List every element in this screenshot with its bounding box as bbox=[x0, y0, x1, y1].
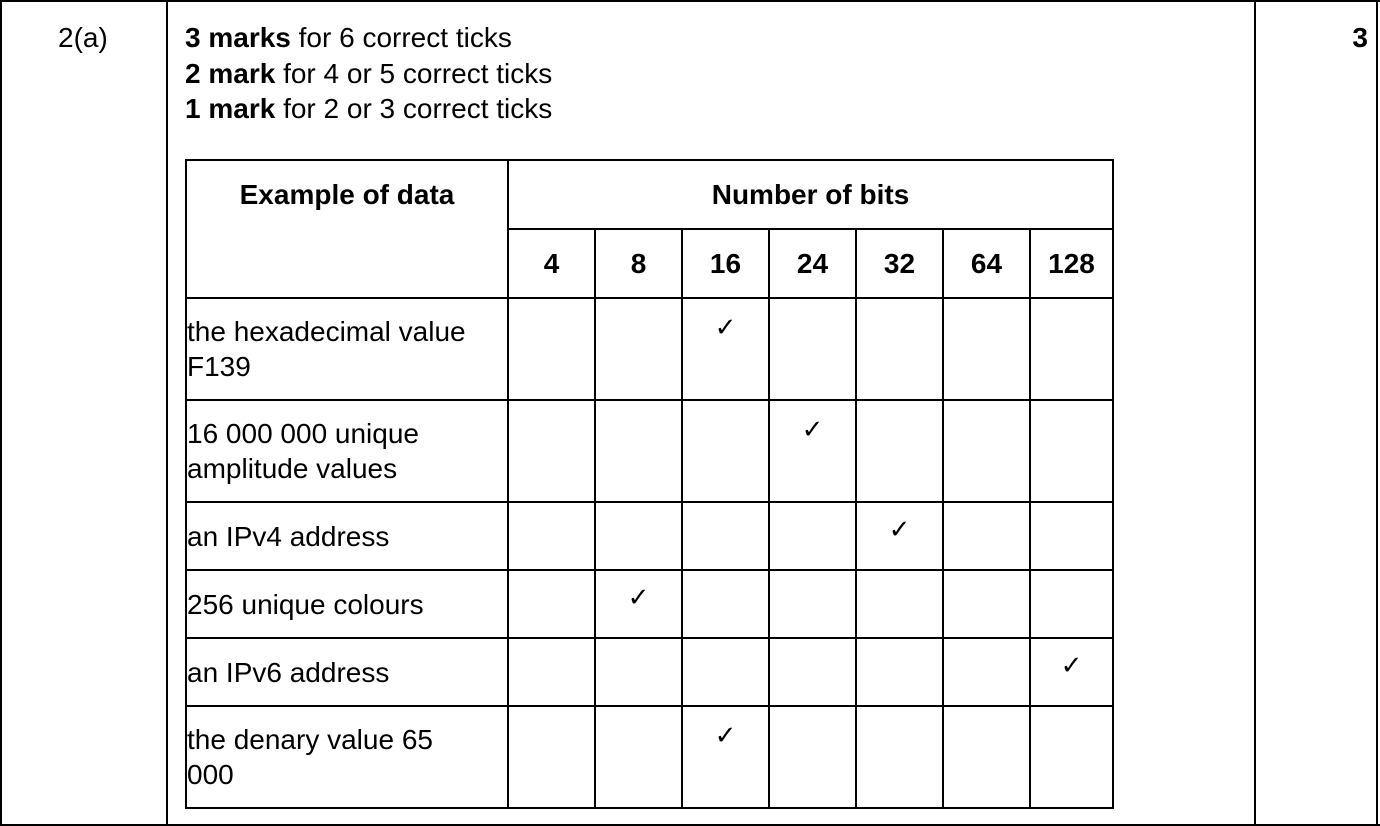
bit-cell bbox=[943, 570, 1030, 638]
bit-cell bbox=[682, 298, 769, 400]
bit-cell bbox=[856, 638, 943, 706]
marking-criteria bbox=[185, 20, 552, 127]
bit-cell bbox=[508, 638, 595, 706]
border-right bbox=[1376, 2, 1378, 824]
bit-cell bbox=[682, 570, 769, 638]
example-cell bbox=[186, 706, 508, 808]
bit-cell bbox=[1030, 638, 1113, 706]
bit-cell bbox=[682, 638, 769, 706]
table-row bbox=[186, 706, 1113, 808]
criterion-text: for 4 or 5 correct ticks bbox=[275, 57, 553, 89]
bit-cell bbox=[508, 298, 595, 400]
bit-column-header: 64 bbox=[943, 229, 1030, 298]
bit-cell bbox=[508, 400, 595, 502]
bit-cell bbox=[1030, 298, 1113, 400]
bit-column-header: 16 bbox=[682, 229, 769, 298]
bit-cell bbox=[769, 400, 856, 502]
bit-cell bbox=[769, 638, 856, 706]
example-text: an IPv4 address bbox=[187, 520, 390, 552]
bit-cell bbox=[943, 706, 1030, 808]
example-text: the hexadecimal value F139 bbox=[187, 316, 466, 382]
bit-cell bbox=[508, 570, 595, 638]
bit-cell bbox=[1030, 706, 1113, 808]
bit-cell bbox=[508, 502, 595, 570]
bit-column-header: 24 bbox=[769, 229, 856, 298]
example-text: the denary value 65 000 bbox=[187, 724, 433, 790]
bit-column-header: 8 bbox=[595, 229, 682, 298]
tick-icon: ✓ bbox=[1060, 651, 1083, 681]
example-cell bbox=[186, 570, 508, 638]
tick-icon: ✓ bbox=[714, 313, 737, 343]
table-row bbox=[186, 570, 1113, 638]
criterion-marks: 2 mark bbox=[185, 57, 276, 89]
bit-cell bbox=[856, 298, 943, 400]
example-text: 16 000 000 unique amplitude values bbox=[187, 418, 419, 484]
criterion-text: for 6 correct ticks bbox=[290, 22, 512, 53]
bit-column-header: 32 bbox=[856, 229, 943, 298]
criterion-line bbox=[185, 56, 552, 92]
bit-cell bbox=[856, 400, 943, 502]
example-cell bbox=[186, 400, 508, 502]
criterion-marks: 1 mark bbox=[185, 93, 276, 124]
table-body bbox=[186, 298, 1113, 808]
bit-cell bbox=[769, 502, 856, 570]
bit-cell bbox=[943, 638, 1030, 706]
criterion-line bbox=[185, 91, 552, 127]
tick-icon: ✓ bbox=[714, 721, 737, 751]
bit-cell bbox=[595, 400, 682, 502]
question-number: 2(a) bbox=[58, 22, 108, 53]
example-cell bbox=[186, 638, 508, 706]
bit-cell bbox=[682, 706, 769, 808]
bit-cell bbox=[595, 638, 682, 706]
example-text: 256 unique colours bbox=[187, 588, 424, 620]
bit-cell bbox=[595, 706, 682, 808]
example-text: an IPv6 address bbox=[187, 656, 390, 688]
bit-cell bbox=[595, 502, 682, 570]
tick-icon: ✓ bbox=[627, 583, 650, 613]
bit-cell bbox=[769, 570, 856, 638]
bit-cell bbox=[943, 502, 1030, 570]
bit-cell bbox=[508, 706, 595, 808]
table-row bbox=[186, 638, 1113, 706]
bit-cell bbox=[1030, 570, 1113, 638]
example-header-label: Example of data bbox=[239, 179, 455, 210]
criterion-line bbox=[185, 20, 552, 56]
column-divider-1 bbox=[166, 2, 168, 824]
bit-cell bbox=[856, 570, 943, 638]
total-marks: 3 bbox=[1352, 22, 1368, 53]
criterion-marks: 3 marks bbox=[185, 22, 291, 53]
tick-icon: ✓ bbox=[888, 515, 911, 545]
bit-column-header: 128 bbox=[1030, 229, 1113, 298]
example-cell bbox=[186, 298, 508, 400]
bit-cell bbox=[943, 400, 1030, 502]
bits-header: Number of bits bbox=[508, 160, 1113, 229]
bit-column-header: 4 bbox=[508, 229, 595, 298]
bit-cell bbox=[595, 570, 682, 638]
table-row bbox=[186, 400, 1113, 502]
bit-cell bbox=[1030, 400, 1113, 502]
bit-cell bbox=[856, 502, 943, 570]
table-row bbox=[186, 502, 1113, 570]
tick-icon: ✓ bbox=[801, 415, 824, 445]
bit-cell bbox=[943, 298, 1030, 400]
bit-cell bbox=[769, 298, 856, 400]
bit-cell bbox=[595, 298, 682, 400]
bit-cell bbox=[682, 400, 769, 502]
bit-cell bbox=[1030, 502, 1113, 570]
bit-cell bbox=[769, 706, 856, 808]
example-header bbox=[186, 160, 508, 298]
border-left bbox=[0, 2, 2, 824]
column-divider-2 bbox=[1254, 2, 1256, 824]
example-cell bbox=[186, 502, 508, 570]
criterion-text: for 2 or 3 correct ticks bbox=[275, 93, 553, 124]
bit-cell bbox=[682, 502, 769, 570]
bits-table bbox=[185, 159, 1114, 809]
table-row bbox=[186, 298, 1113, 400]
bit-cell bbox=[856, 706, 943, 808]
